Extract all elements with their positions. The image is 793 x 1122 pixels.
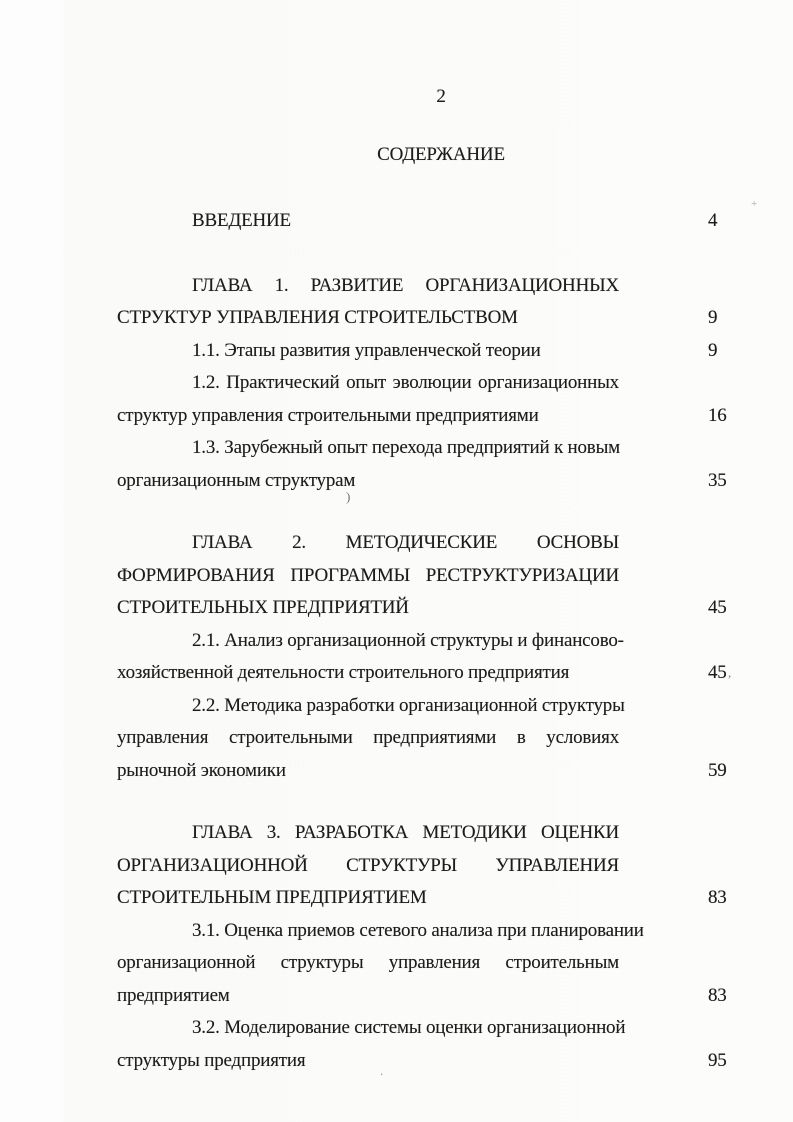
page-ref: 83 xyxy=(708,887,727,908)
chapter-2-block xyxy=(117,527,765,787)
chapter-3-block xyxy=(117,817,765,1077)
toc-line: ГЛАВА 2. МЕТОДИЧЕСКИЕ ОСНОВЫ xyxy=(192,532,619,553)
page-ref: 59 xyxy=(708,759,727,781)
page-ref: 4 xyxy=(708,210,718,231)
toc-line: 3.2. Моделирование системы оценки организационной xyxy=(192,1017,626,1038)
toc-line: управления строительными предприятиями в условиях xyxy=(117,727,619,748)
toc-entry-text xyxy=(117,205,619,238)
page-ref: 35 xyxy=(708,469,727,491)
toc-entry-1-1 xyxy=(117,335,765,368)
toc-line: СТРУКТУР УПРАВЛЕНИЯ СТРОИТЕЛЬСТВОМ xyxy=(117,307,518,328)
toc-entry-3-2 xyxy=(117,1012,765,1077)
toc-entry-text xyxy=(117,432,619,497)
toc-title: СОДЕРЖАНИЕ xyxy=(377,143,505,165)
toc-entry-text xyxy=(117,270,619,335)
page-ref: 9 xyxy=(708,307,718,328)
toc-entry-text xyxy=(117,690,625,788)
toc-entry-introduction xyxy=(117,205,765,238)
toc-entry-1-3 xyxy=(117,432,765,497)
toc-line: структуры предприятия xyxy=(117,1049,306,1071)
toc-line: 1.3. Зарубежный опыт перехода предприятий к новым xyxy=(192,437,620,458)
toc-line: организационным структурам xyxy=(117,469,356,491)
page-ref: 9 xyxy=(708,339,718,361)
scan-artifact-comma: , xyxy=(728,665,732,680)
toc-line: ГЛАВА 1. РАЗВИТИЕ ОРГАНИЗАЦИОННЫХ xyxy=(192,274,619,296)
page-ref: 16 xyxy=(708,404,727,426)
page-number-top: 2 xyxy=(436,86,446,107)
toc-entry-text xyxy=(117,915,644,1013)
chapter-1-block xyxy=(117,270,765,498)
toc-entry-text xyxy=(117,625,624,690)
page-ref: 45 xyxy=(708,662,727,683)
toc-content xyxy=(117,0,765,1077)
toc-line: СТРОИТЕЛЬНЫМ ПРЕДПРИЯТИЕМ xyxy=(117,887,427,908)
page-ref: 95 xyxy=(708,1049,727,1071)
toc-entry-text xyxy=(117,817,619,915)
scan-artifact-dot: . xyxy=(380,1063,384,1078)
toc-line: ГЛАВА 3. РАЗРАБОТКА МЕТОДИКИ ОЦЕНКИ xyxy=(192,822,619,843)
toc-line: организационной структуры управления строительным xyxy=(117,952,619,973)
toc-line: хозяйственной деятельности строительного предприятия xyxy=(117,662,570,683)
chapter-3-heading xyxy=(117,817,765,915)
toc-line: 1.2. Практический опыт эволюции организационных xyxy=(192,372,619,393)
toc-entry-1-2 xyxy=(117,367,765,432)
toc-entry-text xyxy=(117,367,619,432)
toc-line: структур управления строительными предприятиями xyxy=(117,404,539,426)
scan-artifact-paren: ) xyxy=(346,489,351,504)
page-ref: 45 xyxy=(708,597,727,618)
toc-line: ФОРМИРОВАНИЯ ПРОГРАММЫ РЕСТРУКТУРИЗАЦИИ xyxy=(117,564,619,586)
chapter-1-heading xyxy=(117,270,765,335)
toc-line: ОРГАНИЗАЦИОННОЙ СТРУКТУРЫ УПРАВЛЕНИЯ xyxy=(117,854,619,876)
toc-entry-3-1 xyxy=(117,915,765,1013)
toc-line: 1.1. Этапы развития управленческой теории xyxy=(192,339,541,361)
toc-entry-2-1 xyxy=(117,625,765,690)
toc-entry-text xyxy=(117,335,619,368)
toc-line: СТРОИТЕЛЬНЫХ ПРЕДПРИЯТИЙ xyxy=(117,597,409,618)
toc-entry-text xyxy=(117,527,619,625)
toc-line: рыночной экономики xyxy=(117,759,286,781)
toc-line: 2.1. Анализ организационной структуры и финансово- xyxy=(192,629,624,651)
toc-entry-2-2 xyxy=(117,690,765,788)
chapter-2-heading xyxy=(117,527,765,625)
toc-line: 3.1. Оценка приемов сетевого анализа при планировании xyxy=(192,919,644,941)
scan-artifact-plus: + xyxy=(751,198,758,210)
toc-line: ВВЕДЕНИЕ xyxy=(192,210,291,231)
toc-line: 2.2. Методика разработки организационной структуры xyxy=(192,694,625,716)
toc-line: предприятием xyxy=(117,984,230,1006)
toc-entry-text xyxy=(117,1012,626,1077)
page-ref: 83 xyxy=(708,984,727,1006)
